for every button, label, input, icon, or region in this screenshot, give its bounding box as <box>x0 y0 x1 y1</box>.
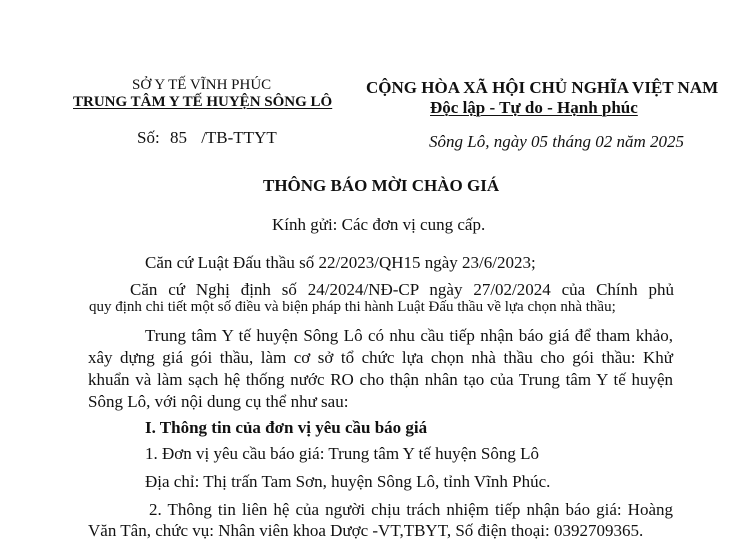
contact-line2: Văn Tân, chức vụ: Nhân viên khoa Dược -VT,TBYT, Số điện thoại: 0392709365. <box>88 521 644 540</box>
department-name: SỞ Y TẾ VĨNH PHÚC <box>132 77 272 93</box>
motto: Độc lập - Tự do - Hạnh phúc <box>430 98 638 117</box>
number-value: 85 <box>169 128 187 147</box>
place-date: Sông Lô, ngày 05 tháng 02 năm 2025 <box>429 132 684 151</box>
number-label: Số: <box>137 128 160 147</box>
intro-line2: xây dựng giá gói thầu, làm cơ sở tổ chức lựa chọn nhà thầu cho gói thầu: Khử <box>88 348 673 367</box>
address-line: Địa chỉ: Thị trấn Tam Sơn, huyện Sông Lô, tỉnh Vĩnh Phúc. <box>145 472 551 491</box>
country-name: CỘNG HÒA XÃ HỘI CHỦ NGHĨA VIỆT NAM <box>366 78 719 97</box>
intro-line3: khuẩn và làm sạch hệ thống nước RO cho thận nhân tạo của Trung tâm Y tế huyện <box>88 370 673 389</box>
number-suffix: /TB-TTYT <box>201 128 277 147</box>
basis-law: Căn cứ Luật Đấu thầu số 22/2023/QH15 ngày 23/6/2023; <box>145 253 536 272</box>
basis-decree-line2: quy định chi tiết một số điều và biện pháp thi hành Luật Đấu thầu về lựa chọn nhà thầu; <box>89 299 616 315</box>
document-number <box>137 128 277 148</box>
intro-line4: Sông Lô, với nội dung cụ thể như sau: <box>88 392 349 411</box>
center-name: TRUNG TÂM Y TẾ HUYỆN SÔNG LÔ <box>73 94 333 110</box>
recipient-line: Kính gửi: Các đơn vị cung cấp. <box>272 215 486 234</box>
basis-decree-line1: Căn cứ Nghị định số 24/2024/NĐ-CP ngày 27/02/2024 của Chính phủ <box>130 280 674 299</box>
requesting-unit: 1. Đơn vị yêu cầu báo giá: Trung tâm Y tế huyện Sông Lô <box>145 444 539 463</box>
intro-line1: Trung tâm Y tế huyện Sông Lô có nhu cầu tiếp nhận báo giá để tham khảo, <box>145 326 673 345</box>
contact-line1: 2. Thông tin liên hệ của người chịu trách nhiệm tiếp nhận báo giá: Hoàng <box>149 500 673 519</box>
document-title: THÔNG BÁO MỜI CHÀO GIÁ <box>263 176 500 195</box>
section-heading: I. Thông tin của đơn vị yêu cầu báo giá <box>145 418 428 437</box>
